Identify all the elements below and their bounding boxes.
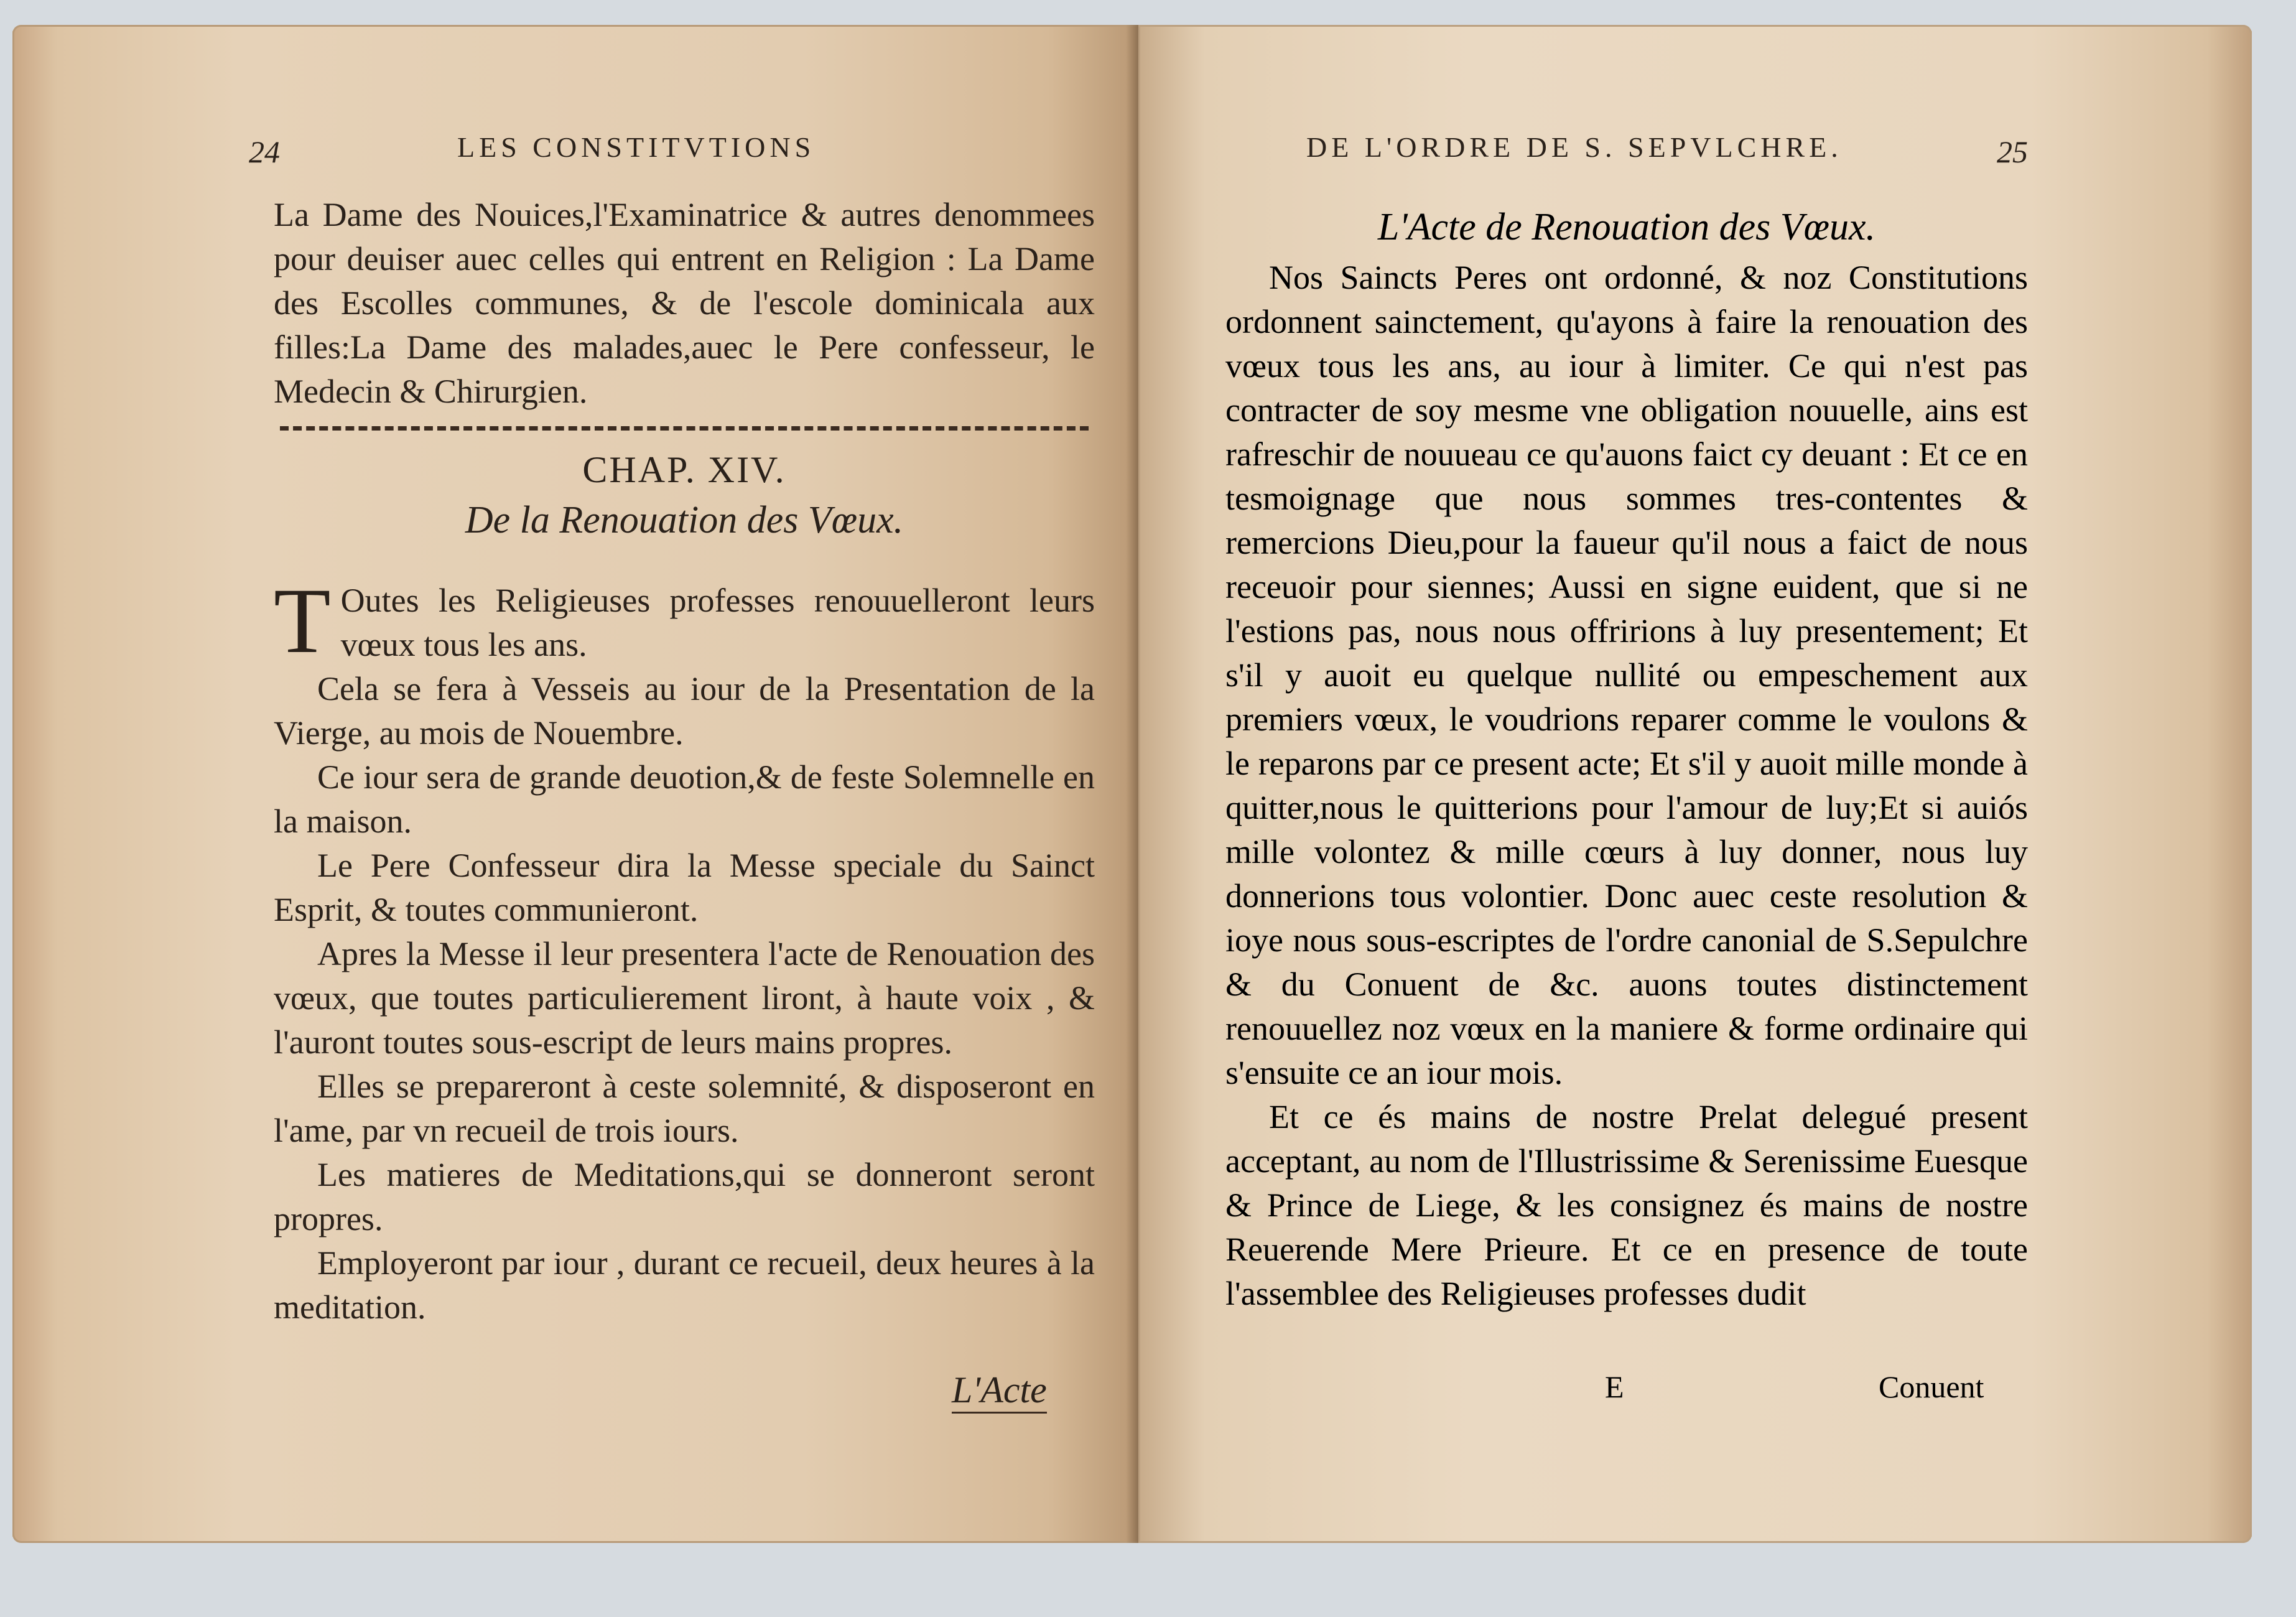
- signature-mark: E: [1605, 1369, 1624, 1404]
- right-running-head: DE L'ORDRE DE S. SEPVLCHRE.: [1306, 131, 1843, 163]
- chapter-title: CHAP. XIV.: [582, 449, 786, 490]
- left-page: [12, 25, 1138, 1543]
- right-text-area: [1225, 205, 2028, 1316]
- paragraph: Elles se prepareront à ceste solemnité, & disposeront en l'ame, par vn recueil de trois iours.: [274, 1068, 1095, 1149]
- paragraph: Employeront par iour , durant ce recueil, deux heures à la meditation.: [274, 1244, 1095, 1326]
- section-title: L'Acte de Renouation des Vœux.: [1377, 206, 1876, 248]
- left-page-number: 24: [249, 134, 280, 169]
- first-paragraph: [274, 569, 1095, 673]
- section-divider: [280, 426, 1089, 431]
- drop-cap: T: [274, 569, 331, 673]
- paragraph: Le Pere Confesseur dira la Messe speciale du Sainct Esprit, & toutes communieront.: [274, 847, 1095, 928]
- paragraph: Cela se fera à Vesseis au iour de la Presentation de la Vierge, au mois de Nouembre.: [274, 670, 1095, 752]
- left-catchword: L'Acte: [952, 1369, 1047, 1414]
- chapter-subtitle: De la Renouation des Vœux.: [465, 499, 904, 541]
- chapter-block: [274, 448, 1095, 543]
- paragraph: Les matieres de Meditations,qui se donneront seront propres.: [274, 1156, 1095, 1237]
- left-body-text: [274, 569, 1095, 1330]
- left-continuation-text: [274, 193, 1095, 414]
- right-page-number: 25: [1997, 134, 2028, 169]
- first-paragraph-text: Outes les Religieuses professes renouuelleront leurs vœux tous les ans.: [340, 582, 1095, 663]
- paragraph: Et ce és mains de nostre Prelat delegué present acceptant, au nom de l'Illustrissime & Serenissime Euesque & Prince de Liege, & les consignez és mains de nostre Reuerende Mere Prieure. Et ce en presence de toute l'assemblee des Religieuses professes dudit: [1225, 1098, 2028, 1312]
- paragraph: Apres la Messe il leur presentera l'acte de Renouation des vœux, que toutes particulierement liront, à haute voix , & l'auront toutes sous-escript de leurs mains propres.: [274, 935, 1095, 1061]
- left-running-head: LES CONSTITVTIONS: [457, 131, 816, 163]
- paragraph: Ce iour sera de grande deuotion,& de feste Solemnelle en la maison.: [274, 758, 1095, 840]
- continuation-paragraph: La Dame des Nouices,l'Examinatrice & autres denommees pour deuiser auec celles qui entrent en Religion : La Dame des Escolles communes, & de l'escole dominicala aux filles:La Dame des malades,auec le Pere confesseur, le Medecin & Chirurgien.: [274, 196, 1095, 410]
- paragraph: Nos Saincts Peres ont ordonné, & noz Constitutions ordonnent sainctement, qu'ayons à faire la renouation des vœux tous les ans, au iour à limiter. Ce qui n'est pas contracter de soy mesme vne obligation nouuelle, ains est rafreschir de nouueau ce qu'auons faict cy deuant : Et ce en tesmoignage que nous sommes tres-contentes & remercions Dieu,pour la faueur qu'il nous a faict de nous receuoir pour siennes; Aussi en signe euident, que si ne l'estions pas, nous nous offririons à luy presentement; Et s'il y auoit eu quelque nullité ou empeschement aux premiers vœux, le voudrions reparer comme le voulons & le reparons par ce present acte; Et s'il y auoit mille monde à quitter,nous le quitterions pour l'amour de luy;Et si auiós mille volontez & mille cœurs à luy donner, nous luy donnerions tous volontier. Donc auec ceste resolution & ioye nous sous-escriptes de l'ordre canonial de S.Sepulchre & du Conuent de &c. auons toutes distinctement renouuellez noz vœux en la maniere & forme ordinaire qui s'ensuite ce an iour mois.: [1225, 259, 2028, 1091]
- right-catchword: Conuent: [1879, 1369, 1984, 1404]
- open-book: [12, 25, 2252, 1562]
